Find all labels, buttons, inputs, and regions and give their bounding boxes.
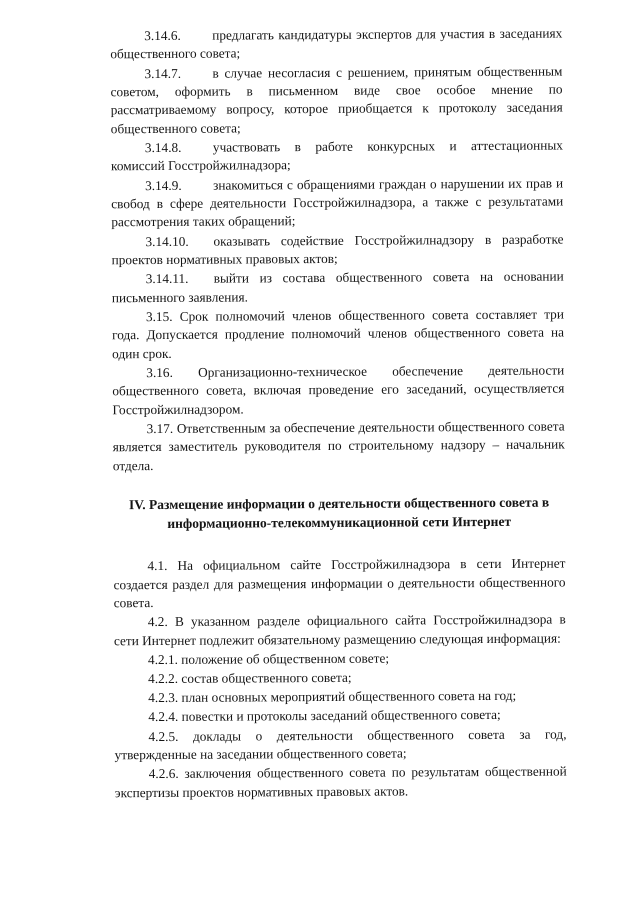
clause-4-2: 4.2. В указанном разделе официального сайта Госстройжилнадзора в сети Интернет подлежит обязательному размещению следующая информация: bbox=[113, 611, 566, 648]
clause-3-14-7 bbox=[110, 62, 562, 138]
clause-3-14-9 bbox=[111, 174, 563, 232]
clause-3-14-11 bbox=[112, 268, 564, 308]
clause-number: 3.14.7. bbox=[144, 65, 182, 81]
clause-3-17: 3.17. Ответственным за обеспечение деятельности общественного совета является заместитель руководителя по строительному надзору – начальник отдела. bbox=[112, 418, 565, 473]
clause-number: 3.14.10. bbox=[145, 233, 189, 249]
clause-number: 3.14.11. bbox=[145, 271, 189, 287]
clause-text: предлагать кандидатуры экспертов для участия в заседаниях общественного совета; bbox=[110, 25, 563, 62]
clause-text: оказывать содействие Госстройжилнадзору в разработке проектов нормативных правовых актов; bbox=[111, 231, 564, 268]
clause-number: 3.14.6. bbox=[144, 27, 181, 44]
clause-number: 3.14.8. bbox=[144, 139, 182, 156]
clause-3-14-10 bbox=[111, 230, 563, 270]
clause-3-16: 3.16. Организационно-техническое обеспечение деятельности общественного совета, включая проведение его заседаний, осуществляется Госстройжилнадзором. bbox=[112, 362, 565, 417]
clause-text: выйти из состава общественного совета на основании письменного заявления. bbox=[111, 268, 564, 305]
clause-text: участвовать в работе конкурсных и аттестационных комиссий Госстройжилнадзора; bbox=[110, 137, 563, 174]
clause-4-2-6: 4.2.6. заключения общественного совета по результатам общественной экспертизы проектов нормативных правовых актов. bbox=[114, 763, 567, 800]
clause-text: знакомиться с обращениями граждан о нарушении их прав и свобод в сфере деятельности Госстройжилнадзора, а также с результатами рассмотрения таких обращений; bbox=[111, 175, 564, 230]
clause-4-1: 4.1. На официальном сайте Госстройжилнадзора в сети Интернет создается раздел для размещения информации о деятельности общественного совета. bbox=[113, 555, 566, 611]
clause-3-14-8 bbox=[111, 137, 563, 177]
clause-4-2-2: 4.2.2. состав общественного совета; bbox=[148, 669, 352, 687]
clause-text: в случае несогласия с решением, принятым общественным советом, оформить в письменном виде свое особое мнение по рассматриваемому вопросу, которое приобщается к протоколу заседания общественного совета; bbox=[110, 63, 563, 137]
clause-number: 3.14.9. bbox=[145, 177, 182, 193]
clause-4-2-4: 4.2.4. повестки и протоколы заседаний общественного совета; bbox=[148, 707, 501, 725]
clause-3-15: 3.15. Срок полномочий членов общественного совета составляет три года. Допускается продление полномочий членов общественного совета на один срок. bbox=[111, 306, 565, 361]
section-4-heading-line1: IV. Размещение информации о деятельности общественного совета в bbox=[128, 494, 550, 513]
clause-4-2-1: 4.2.1. положение об общественном совете; bbox=[147, 650, 390, 667]
clause-4-2-5: 4.2.5. доклады о деятельности общественного совета за год, утвержденные на заседании общественного совета; bbox=[114, 726, 567, 763]
clause-3-14-6 bbox=[110, 25, 562, 65]
section-4-heading bbox=[113, 493, 565, 534]
clause-4-2-3: 4.2.3. план основных мероприятий общественного совета на год; bbox=[148, 687, 517, 706]
section-4-heading-line2: информационно-телекоммуникационной сети Интернет bbox=[167, 513, 512, 532]
